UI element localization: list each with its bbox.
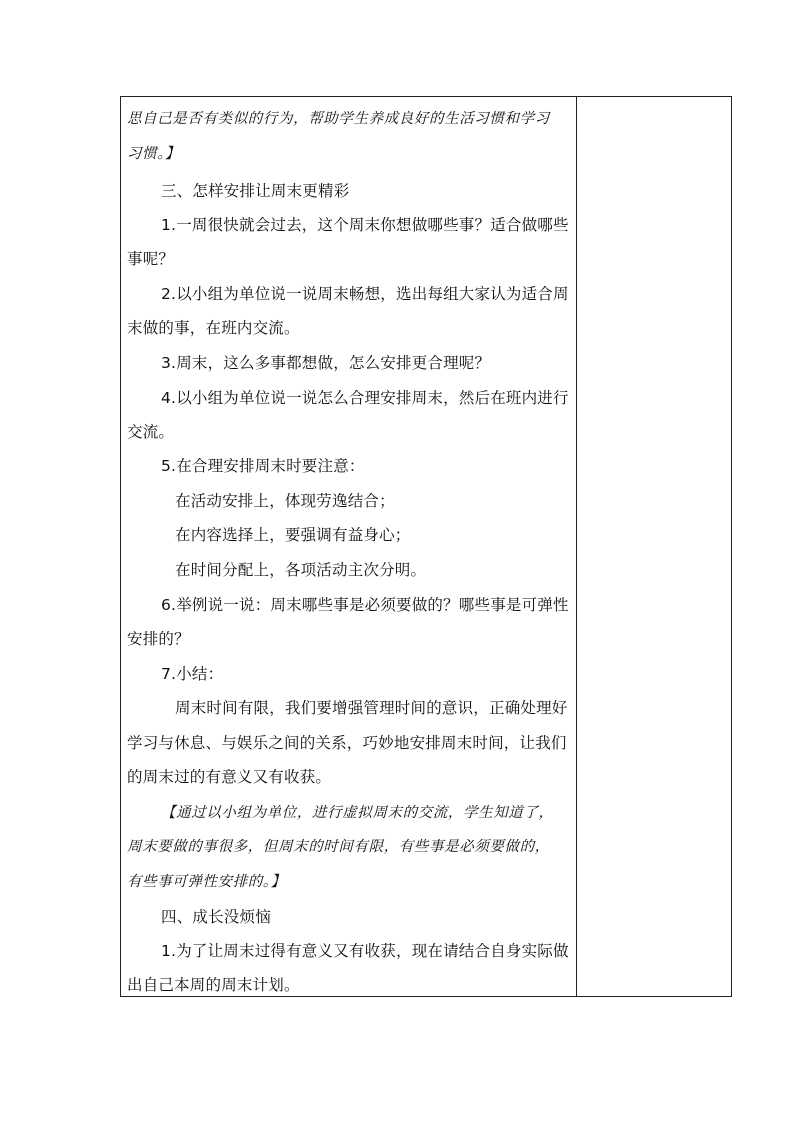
text-line-19: 学习与休息、与娱乐之间的关系，巧妙地安排周末时间，让我们 [127,734,567,752]
lesson-table [120,96,732,997]
text-line-21: 【通过以小组为单位，进行虚拟周末的交流，学生知道了， [161,805,554,821]
text-line-05: 事呢？ [127,250,175,268]
text-line-17: 7.小结： [161,665,224,683]
section-heading-4: 四、成长没烦恼 [161,908,271,926]
text-line-15: 6.举例说一说：周末哪些事是必须要做的？哪些事是可弹性 [161,596,569,614]
text-line-20: 的周末过的有意义又有收获。 [127,768,332,786]
text-line-18: 周末时间有限，我们要增强管理时间的意识，正确处理好 [175,699,568,717]
text-line-06: 2.以小组为单位说一说周末畅想，选出每组大家认为适合周 [161,285,569,303]
text-line-04: 1.一周很快就会过去，这个周末你想做哪些事？适合做哪些 [161,216,569,234]
text-line-08: 3.周末，这么多事都想做，怎么安排更合理呢？ [161,354,491,372]
section-heading-3: 三、怎样安排让周末更精彩 [161,182,350,200]
text-line-23: 有些事可弹性安排的。】 [127,874,286,890]
text-line-26: 出自己本周的周末计划。 [127,976,300,994]
text-line-22: 周末要做的事很多，但周末的时间有限，有些事是必须要做的， [127,839,550,855]
notes-cell [577,97,732,996]
text-line-02: 习惯。】 [127,146,181,162]
text-line-01: 思自己是否有类似的行为，帮助学生养成良好的生活习惯和学习 [127,111,550,127]
text-line-25: 1.为了让周末过得有意义又有收获，现在请结合自身实际做 [161,942,569,960]
lesson-content-cell [121,97,576,996]
text-line-09: 4.以小组为单位说一说怎么合理安排周末，然后在班内进行 [161,389,569,407]
text-line-07: 末做的事，在班内交流。 [127,319,300,337]
text-line-10: 交流。 [127,423,175,441]
text-line-14: 在时间分配上，各项活动主次分明。 [175,561,427,579]
text-line-12: 在活动安排上，体现劳逸结合； [175,492,395,510]
text-line-11: 5.在合理安排周末时要注意： [161,457,365,475]
text-line-16: 安排的？ [127,630,190,648]
text-line-13: 在内容选择上，要强调有益身心； [175,526,411,544]
